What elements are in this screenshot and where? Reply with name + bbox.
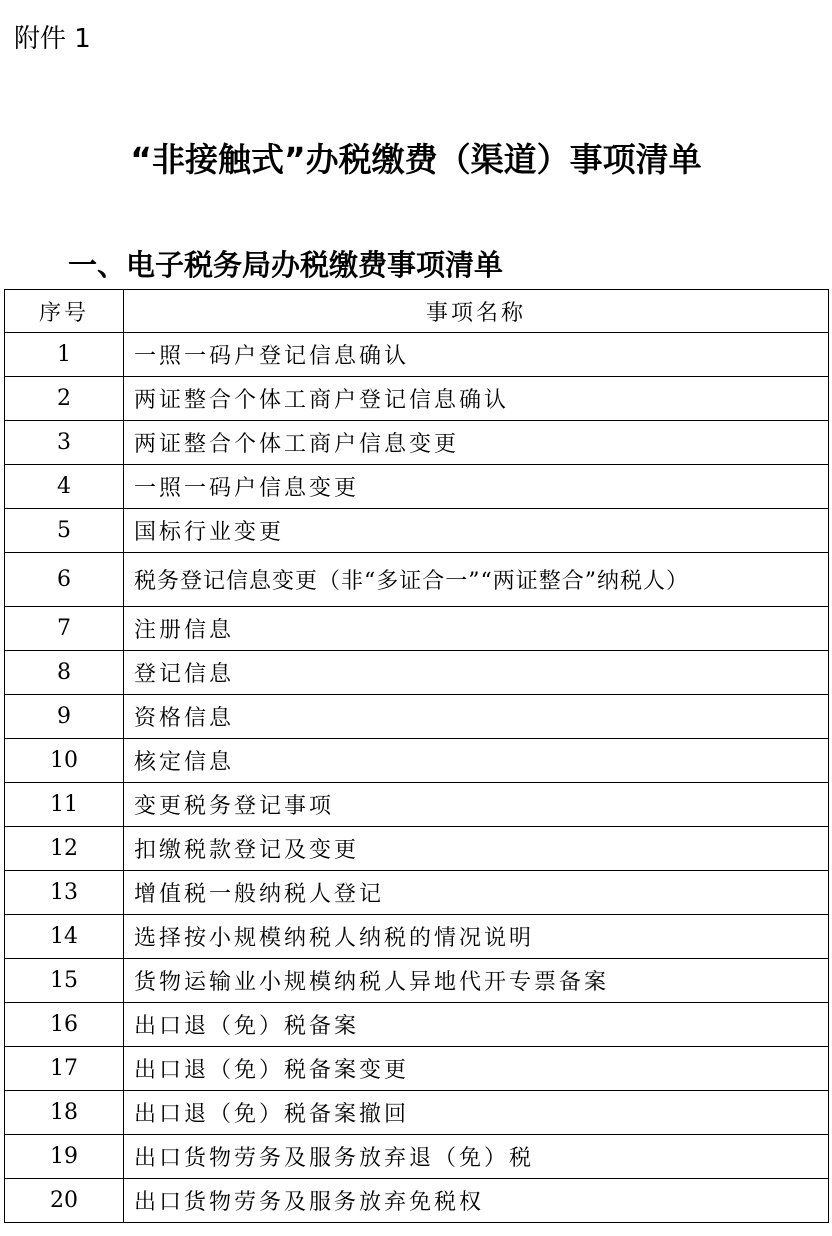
table-row — [5, 465, 829, 509]
table-row — [5, 827, 829, 871]
row-number: 1 — [5, 333, 124, 377]
row-item-name: 税务登记信息变更（非“多证合一”“两证整合”纳税人） — [124, 553, 829, 607]
table-row — [5, 607, 829, 651]
row-number: 8 — [5, 651, 124, 695]
table-row — [5, 421, 829, 465]
row-item-name: 两证整合个体工商户登记信息确认 — [124, 377, 829, 421]
table-row — [5, 377, 829, 421]
row-item-name: 资格信息 — [124, 695, 829, 739]
table-row — [5, 509, 829, 553]
row-number: 19 — [5, 1135, 124, 1179]
table-row — [5, 1091, 829, 1135]
row-item-name: 变更税务登记事项 — [124, 783, 829, 827]
attachment-label: 附件 1 — [14, 24, 91, 54]
table-row — [5, 915, 829, 959]
row-item-name: 出口货物劳务及服务放弃免税权 — [124, 1179, 829, 1223]
table-row — [5, 333, 829, 377]
section-heading: 一、电子税务局办税缴费事项清单 — [68, 248, 504, 282]
row-item-name: 出口货物劳务及服务放弃退（免）税 — [124, 1135, 829, 1179]
row-number: 7 — [5, 607, 124, 651]
row-number: 9 — [5, 695, 124, 739]
table-row — [5, 959, 829, 1003]
row-number: 5 — [5, 509, 124, 553]
row-item-name: 出口退（免）税备案 — [124, 1003, 829, 1047]
row-item-name: 两证整合个体工商户信息变更 — [124, 421, 829, 465]
row-item-name: 货物运输业小规模纳税人异地代开专票备案 — [124, 959, 829, 1003]
document-title: “非接触式”办税缴费（渠道）事项清单 — [130, 140, 702, 179]
row-number: 18 — [5, 1091, 124, 1135]
row-item-name: 一照一码户信息变更 — [124, 465, 829, 509]
row-item-name: 登记信息 — [124, 651, 829, 695]
row-item-name: 出口退（免）税备案撤回 — [124, 1091, 829, 1135]
row-number: 16 — [5, 1003, 124, 1047]
row-item-name: 出口退（免）税备案变更 — [124, 1047, 829, 1091]
row-number: 11 — [5, 783, 124, 827]
table-row — [5, 1003, 829, 1047]
table-row — [5, 1047, 829, 1091]
row-number: 13 — [5, 871, 124, 915]
header-item-name: 事项名称 — [124, 290, 829, 333]
row-number: 10 — [5, 739, 124, 783]
header-index: 序号 — [5, 290, 124, 333]
row-number: 3 — [5, 421, 124, 465]
row-number: 6 — [5, 553, 124, 607]
row-number: 14 — [5, 915, 124, 959]
table-row — [5, 651, 829, 695]
row-item-name: 选择按小规模纳税人纳税的情况说明 — [124, 915, 829, 959]
table-row — [5, 871, 829, 915]
table-header-row — [5, 290, 829, 333]
items-table — [4, 289, 829, 1223]
row-number: 12 — [5, 827, 124, 871]
row-number: 20 — [5, 1179, 124, 1223]
table-row — [5, 695, 829, 739]
table-row — [5, 1179, 829, 1223]
row-item-name: 一照一码户登记信息确认 — [124, 333, 829, 377]
table-row — [5, 783, 829, 827]
row-item-name: 国标行业变更 — [124, 509, 829, 553]
table-row — [5, 553, 829, 607]
table-row — [5, 1135, 829, 1179]
row-number: 17 — [5, 1047, 124, 1091]
row-item-name: 扣缴税款登记及变更 — [124, 827, 829, 871]
table-row — [5, 739, 829, 783]
row-number: 15 — [5, 959, 124, 1003]
row-number: 4 — [5, 465, 124, 509]
row-item-name: 注册信息 — [124, 607, 829, 651]
row-item-name: 核定信息 — [124, 739, 829, 783]
row-item-name: 增值税一般纳税人登记 — [124, 871, 829, 915]
row-number: 2 — [5, 377, 124, 421]
